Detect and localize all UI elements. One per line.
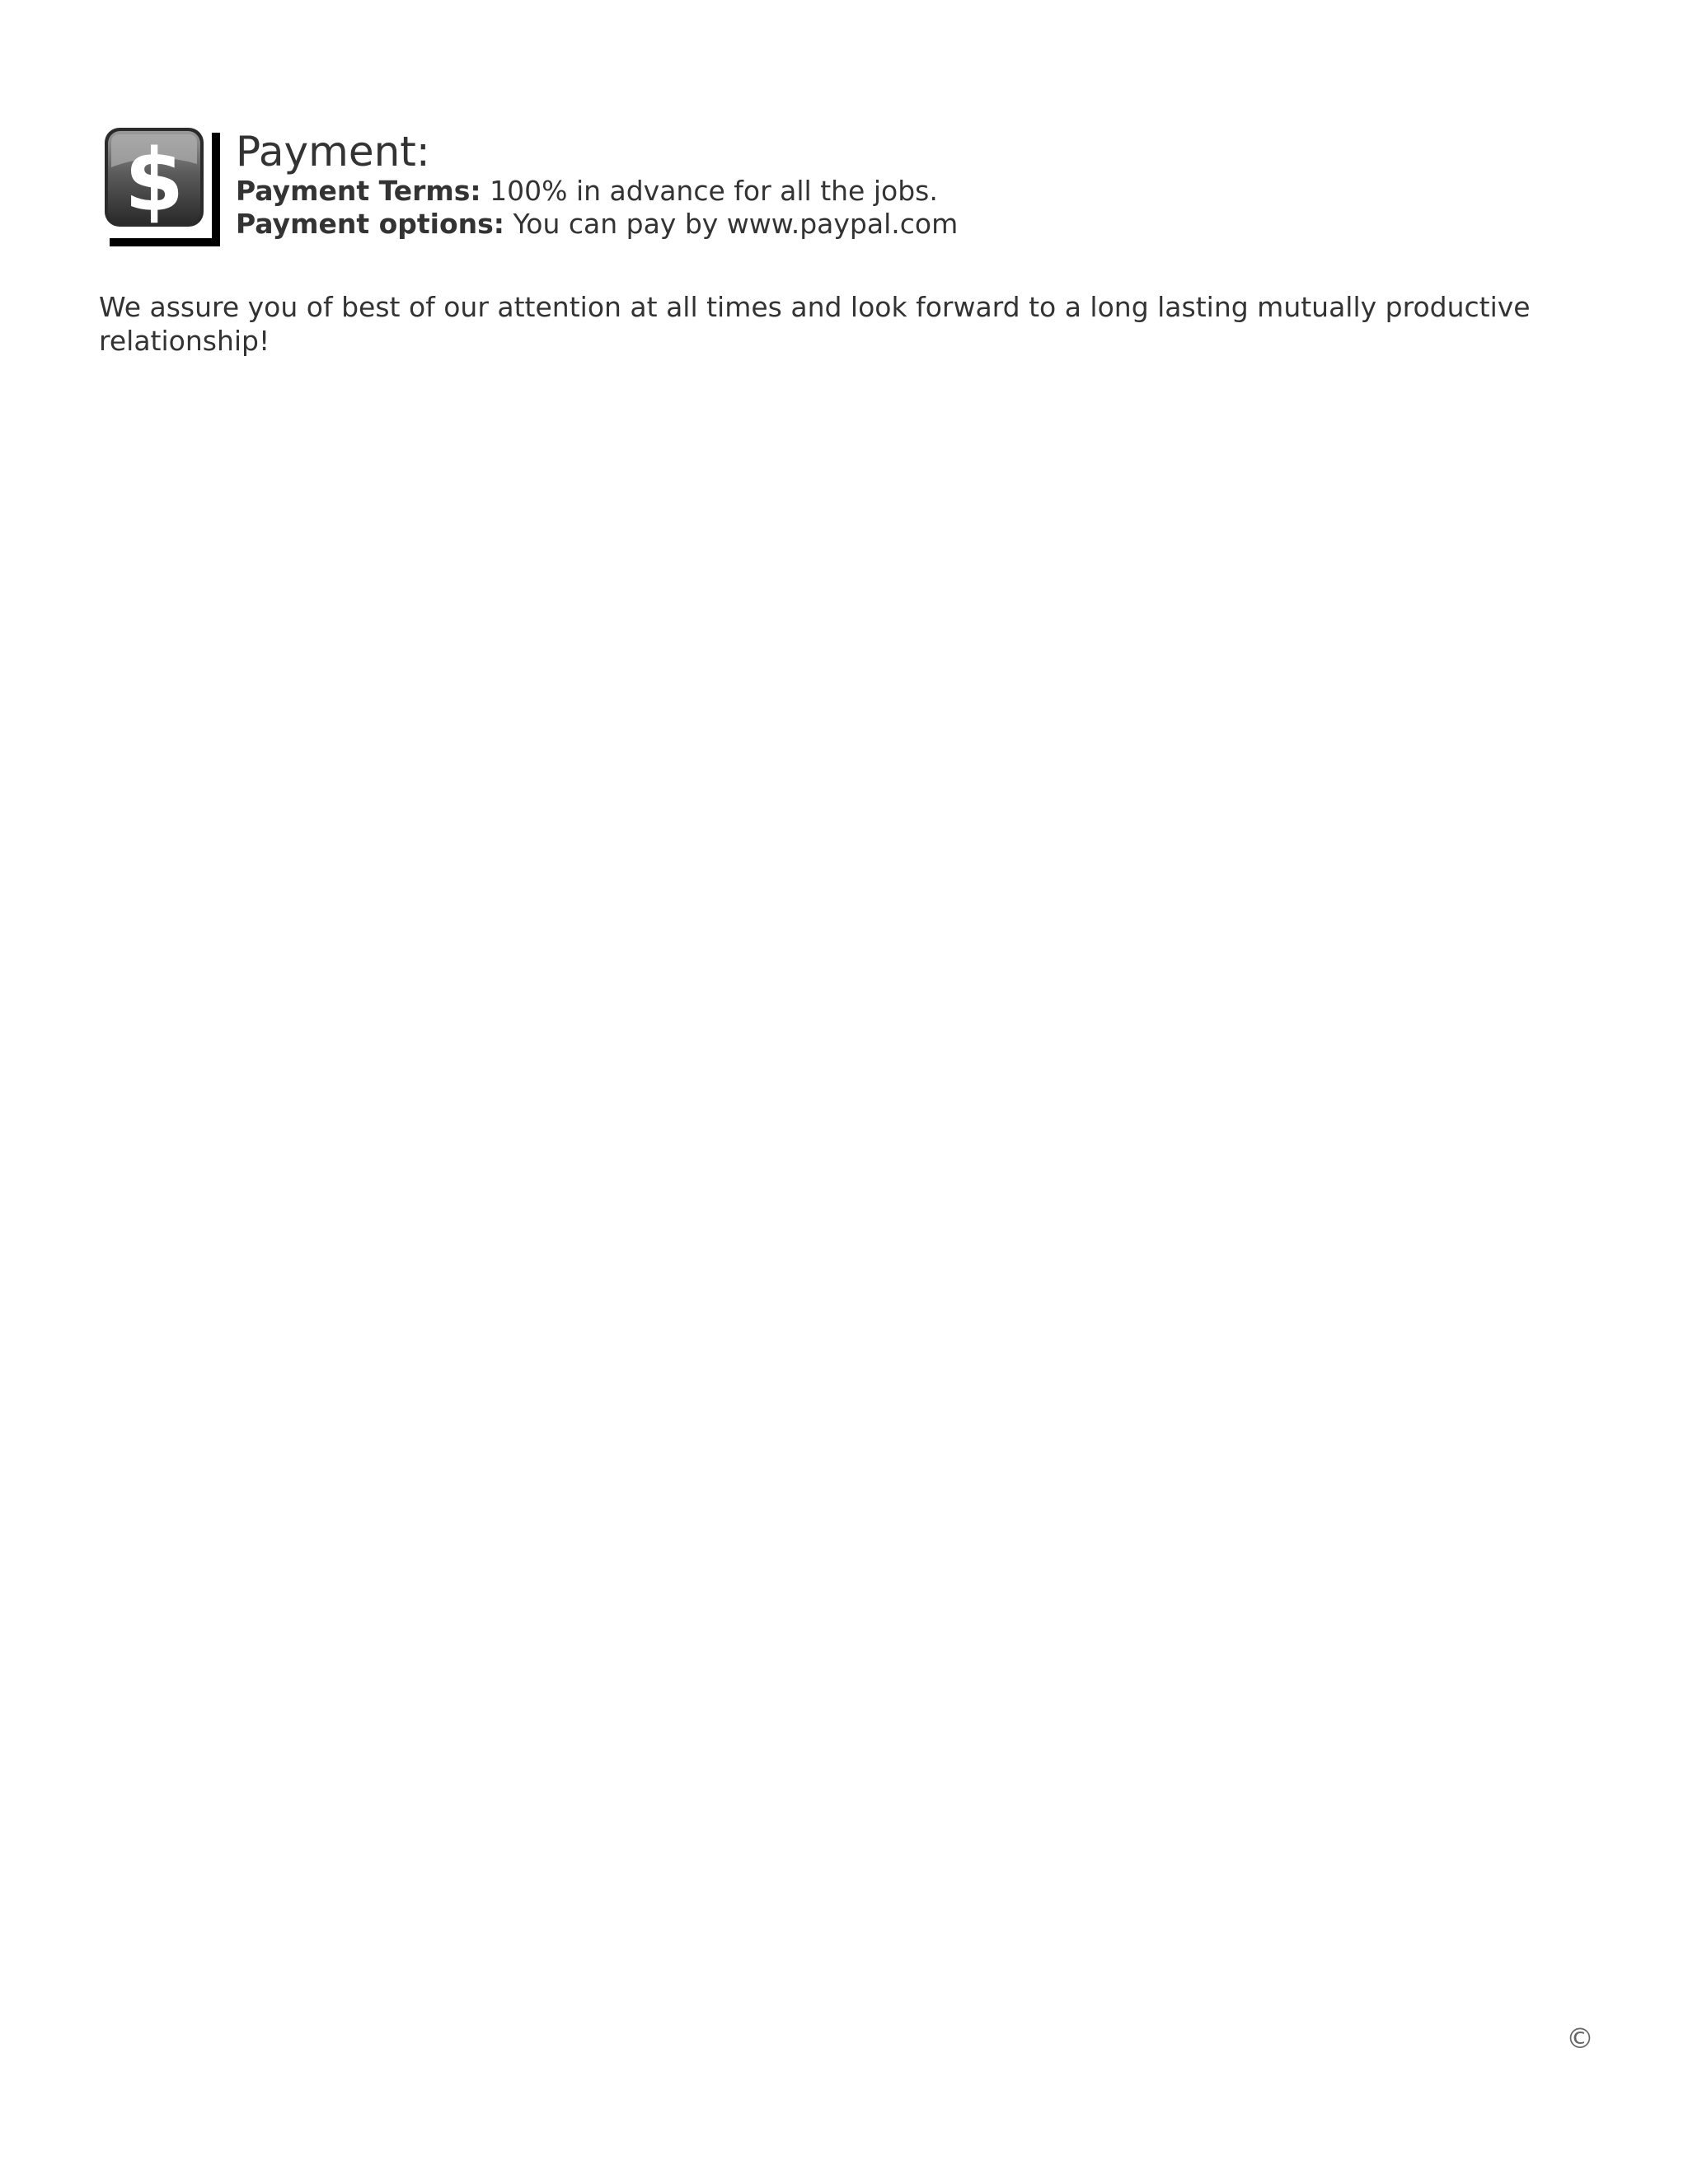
payment-terms-label: Payment Terms:: [236, 175, 481, 207]
payment-options-label: Payment options:: [236, 208, 504, 240]
closing-paragraph: We assure you of best of our attention at all times and look forward to a long lasting mutually productive relationship!: [99, 291, 1531, 357]
payment-options-value: You can pay by www.paypal.com: [513, 208, 959, 240]
payment-terms-value: 100% in advance for all the jobs.: [490, 175, 938, 207]
payment-section: [99, 122, 1665, 254]
payment-options: [236, 208, 958, 241]
dollar-icon: [103, 126, 225, 248]
svg-text:$: $: [124, 130, 185, 231]
payment-heading: Payment:: [236, 128, 430, 176]
copyright-symbol: ©: [1566, 2022, 1594, 2055]
payment-terms: [236, 175, 938, 208]
